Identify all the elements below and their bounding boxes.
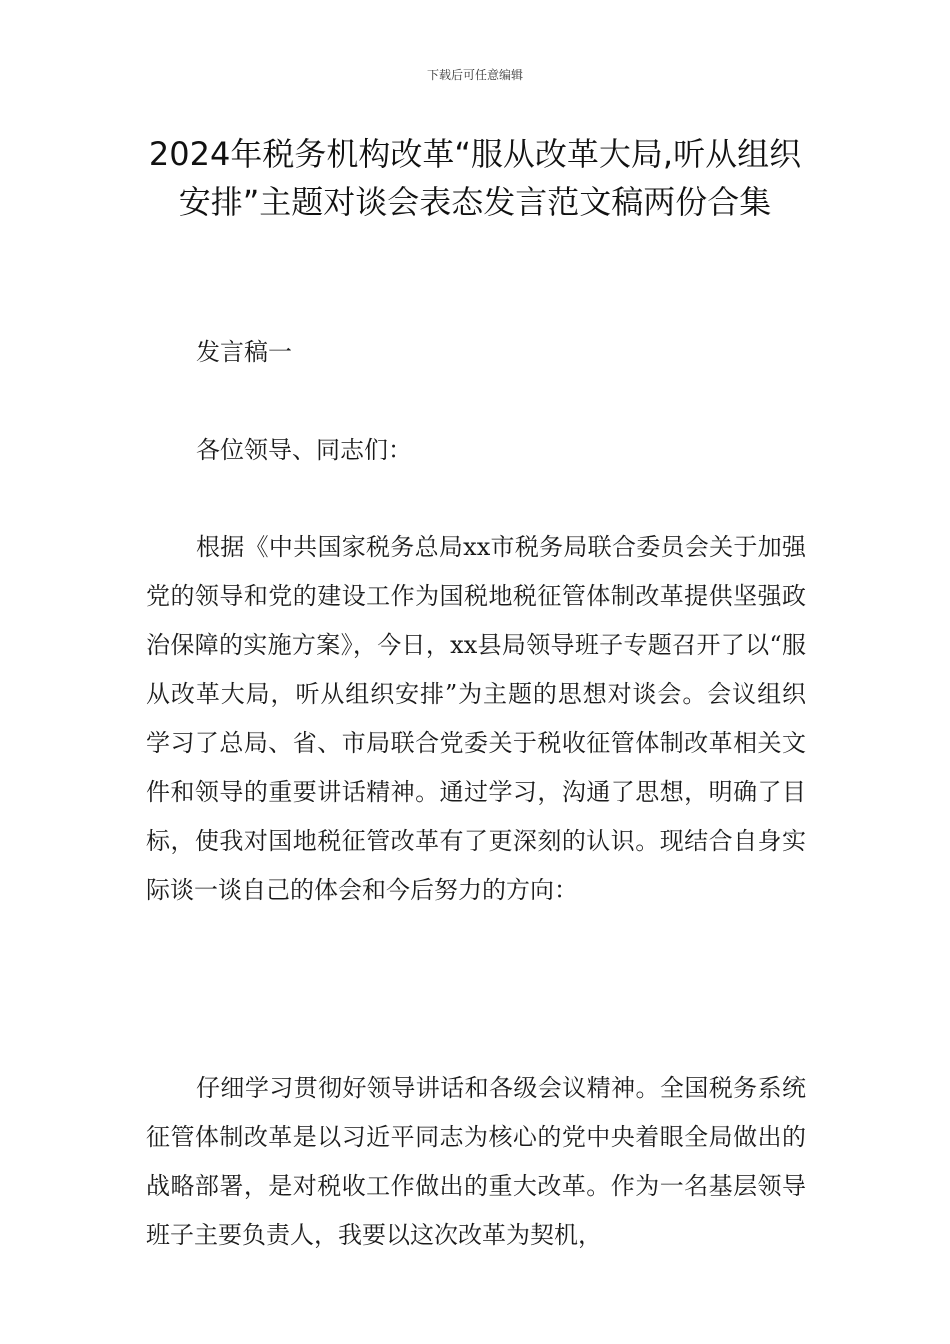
greeting: 各位领导、同志们： [196, 436, 412, 464]
paragraph: 仔细学习贯彻好领导讲话和各级会议精神。全国税务系统征管体制改革是以习近平同志为核心的党中央着眼全局做出的战略部署，是对税收工作做出的重大改革。作为一名基层领导班子主要负责人，我要以这次改革为契机， [146, 1074, 806, 1249]
section-heading: 发言稿一 [196, 338, 292, 366]
paragraph: 根据《中共国家税务总局xx市税务局联合委员会关于加强党的领导和党的建设工作为国税地税征管体制改革提供坚强政治保障的实施方案》，今日，xx县局领导班子专题召开了以“服从改革大局，听从组织安排”为主题的思想对谈会。会议组织学习了总局、省、市局联合党委关于税收征管体制改革相关文件和领导的重要讲话精神。通过学习，沟通了思想，明确了目标，使我对国地税征管改革有了更深刻的认识。现结合自身实际谈一谈自己的体会和今后努力的方向： [146, 533, 806, 904]
header-note: 下载后可任意编辑 [426, 68, 523, 82]
document-title: 2024年税务机构改革“服从改革大局,听从组织安排”主题对谈会表态发言范文稿两份合集 [148, 135, 802, 221]
